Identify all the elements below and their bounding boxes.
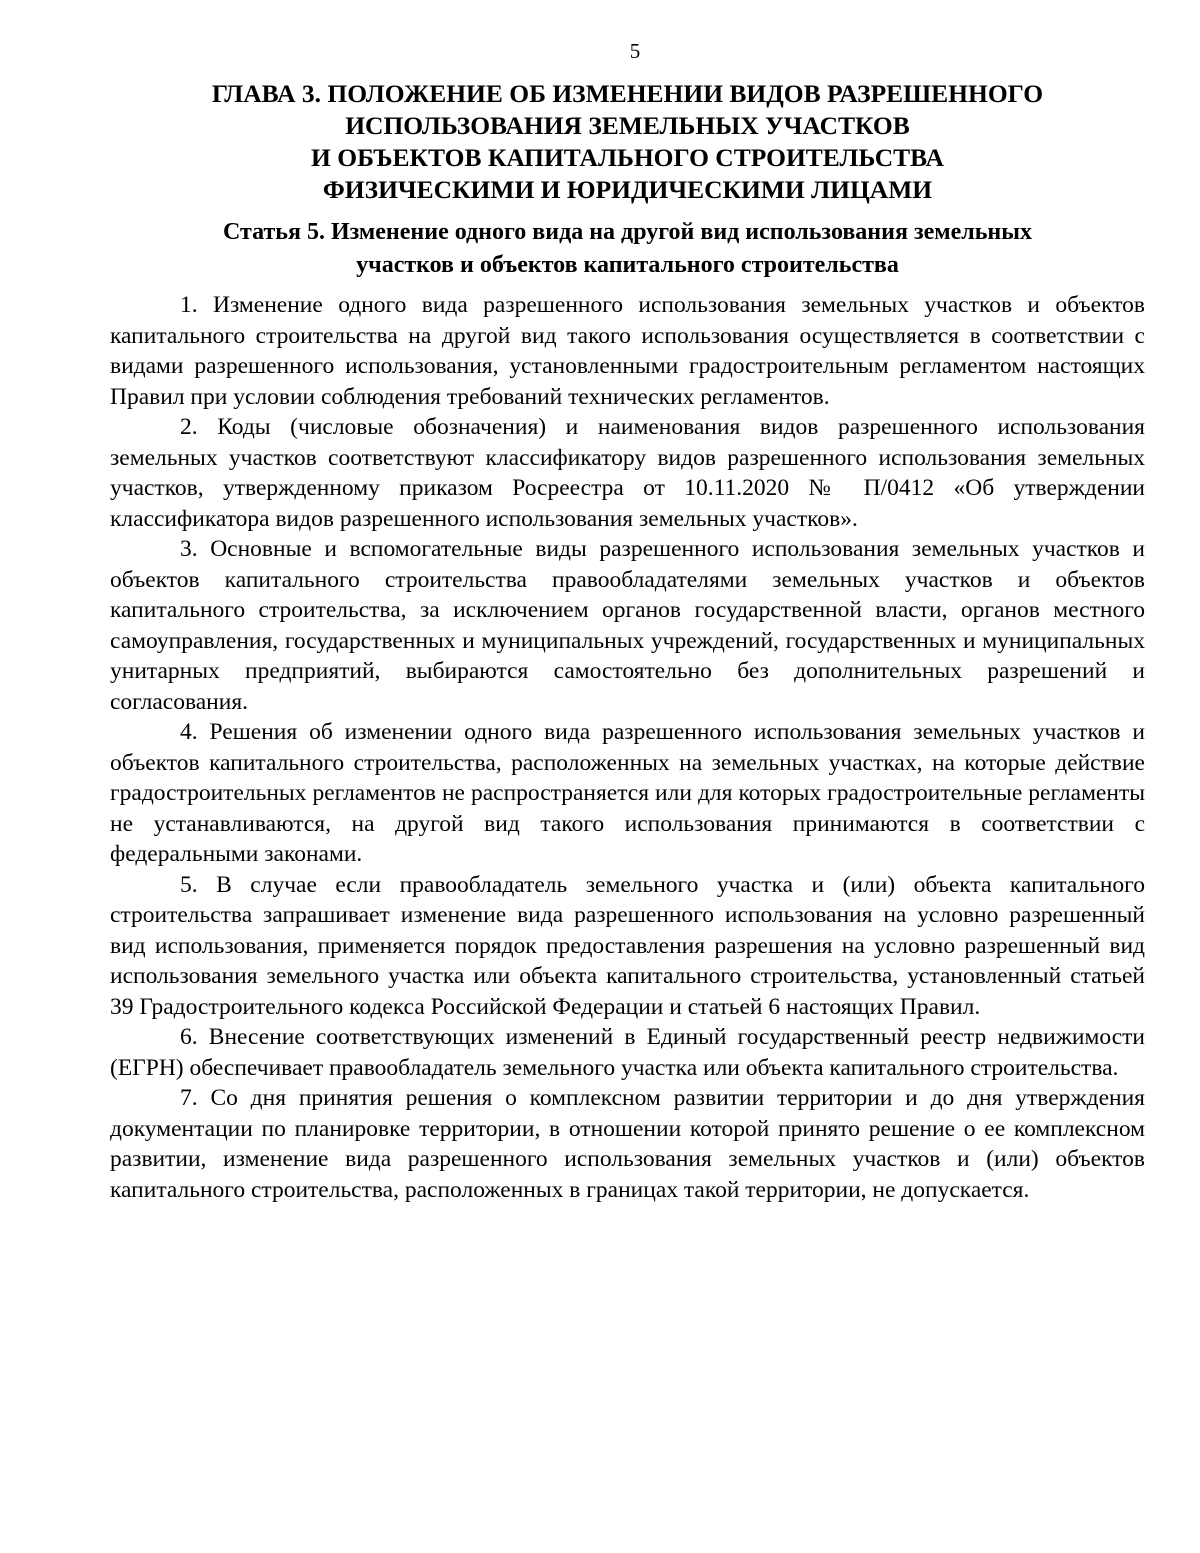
chapter-title-line: ФИЗИЧЕСКИМИ И ЮРИДИЧЕСКИМИ ЛИЦАМИ — [322, 175, 933, 204]
article-title-line: участков и объектов капитального строительства — [356, 252, 899, 278]
article-paragraph-4: 4. Решения об изменении одного вида разрешенного использования земельных участков и объектов капитального строительства, расположенных на земельных участках, на которые действие градостроительных регламентов не распространяется или для которых градостроительные регламенты не устанавливаются, на другой вид такого использования принимаются в соответствии с федеральными законами. — [110, 719, 1145, 867]
article-paragraph-3: 3. Основные и вспомогательные виды разрешенного использования земельных участков и объектов капитального строительства правообладателями земельных участков и объектов капитального строительства, за исключением органов государственной власти, органов местного самоуправления, государственных и муниципальных учреждений, государственных и муниципальных унитарных предприятий, выбираются самостоятельно без дополнительных разрешений и согласования. — [110, 536, 1145, 715]
document-page — [110, 38, 1145, 1205]
chapter-title — [110, 78, 1145, 206]
page-number: 5 — [629, 39, 641, 63]
article-paragraph-5: 5. В случае если правообладатель земельного участка и (или) объекта капитального строительства запрашивает изменение вида разрешенного использования на условно разрешенный вид использования, применяется порядок предоставления разрешения на условно разрешенный вид использования земельного участка или объекта капитального строительства, установленный статьей 39 Градостроительного кодекса Российской Федерации и статьей 6 настоящих Правил. — [110, 871, 1145, 1020]
chapter-title-line: ГЛАВА 3. ПОЛОЖЕНИЕ ОБ ИЗМЕНЕНИИ ВИДОВ РАЗРЕШЕННОГО — [211, 79, 1044, 108]
article-title-line: Статья 5. Изменение одного вида на другой вид использования земельных — [223, 219, 1032, 245]
article-paragraph-2: 2. Коды (числовые обозначения) и наименования видов разрешенного использования земельных участков соответствуют классификатору видов разрешенного использования земельных участков, утвержденному приказом Росреестра от 10.11.2020 № П/0412 «Об утверждении классификатора видов разрешенного использования земельных участков». — [110, 414, 1145, 532]
article-paragraph-7: 7. Со дня принятия решения о комплексном развитии территории и до дня утверждения документации по планировке территории, в отношении которой принято решение о ее комплексном развитии, изменение вида разрешенного использования земельных участков и (или) объектов капитального строительства, расположенных в границах такой территории, не допускается. — [110, 1085, 1145, 1203]
chapter-title-line: ИСПОЛЬЗОВАНИЯ ЗЕМЕЛЬНЫХ УЧАСТКОВ — [345, 111, 910, 140]
article-paragraph-6: 6. Внесение соответствующих изменений в Единый государственный реестр недвижимости (ЕГРН) обеспечивает правообладатель земельного участка или объекта капитального строительства. — [110, 1024, 1145, 1081]
chapter-title-line: И ОБЪЕКТОВ КАПИТАЛЬНОГО СТРОИТЕЛЬСТВА — [311, 143, 944, 172]
article-paragraph-1: 1. Изменение одного вида разрешенного использования земельных участков и объектов капитального строительства на другой вид такого использования осуществляется в соответствии с видами разрешенного использования, установленными градостроительным регламентом настоящих Правил при условии соблюдения требований технических регламентов. — [110, 292, 1145, 410]
article-title — [110, 216, 1145, 282]
